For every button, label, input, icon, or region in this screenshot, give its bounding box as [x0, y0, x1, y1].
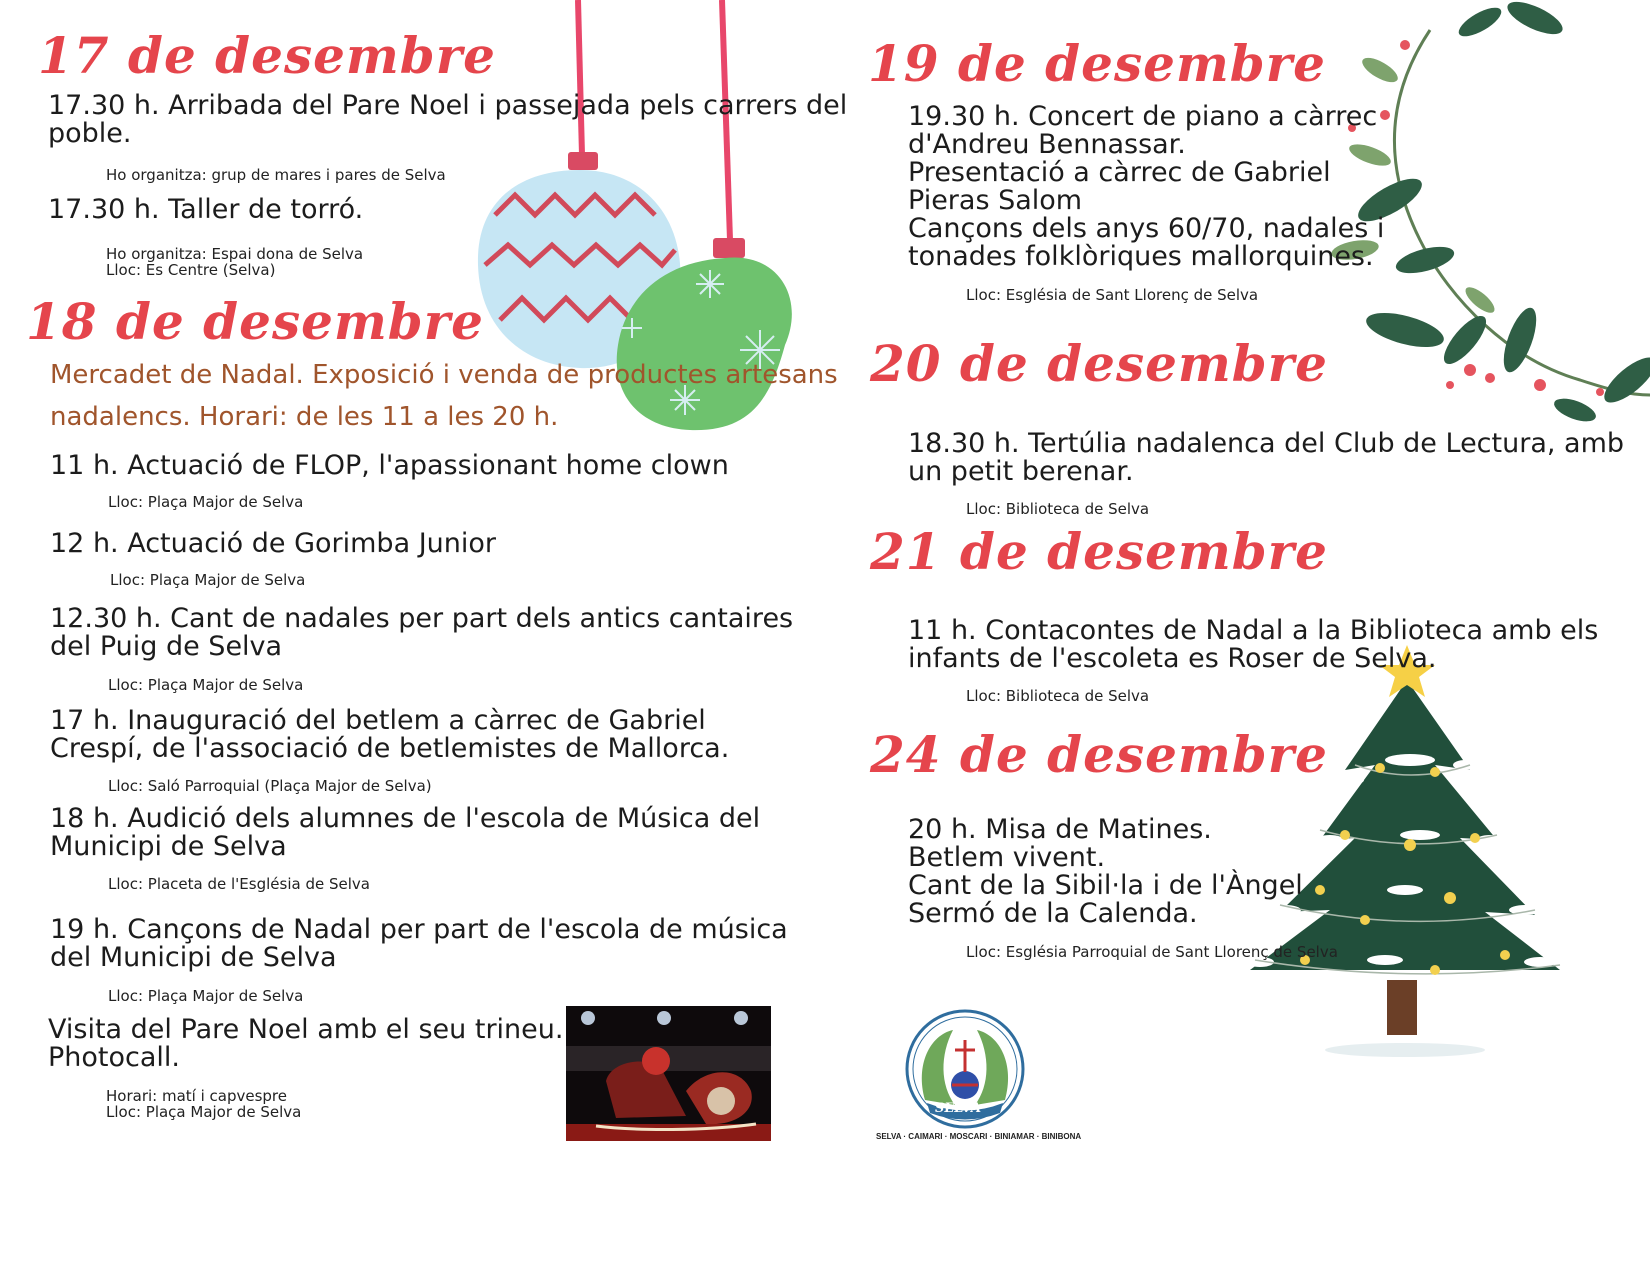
event-text: 11 h. Actuació de FLOP, l'apassionant home clown	[50, 450, 729, 481]
event-text: 18.30 h. Tertúlia nadalenca del Club de Lectura, amb un petit berenar.	[908, 428, 1625, 487]
date-heading-20: 20 de desembre	[870, 334, 1328, 393]
event-text: 18 h. Audició dels alumnes de l'escola de Música del Municipi de Selva	[50, 803, 761, 862]
event-text: 12 h. Actuació de Gorimba Junior	[50, 528, 497, 559]
market-announcement: Mercadet de Nadal. Exposició i venda de productes artesans nadalencs. Horari: de les 11 a les 20 h.	[50, 360, 838, 432]
date-heading-19: 19 de desembre	[868, 34, 1326, 93]
date-heading-17: 17 de desembre	[38, 26, 496, 85]
event-text: 17 h. Inauguració del betlem a càrrec de Gabriel Crespí, de l'associació de betlemistes de Mallorca.	[50, 705, 730, 764]
event-text: 17.30 h. Taller de torró.	[48, 194, 364, 225]
event-text: 20 h. Misa de Matines. Betlem vivent. Cant de la Sibil·la i de l'Àngel Sermó de la Calenda.	[908, 814, 1303, 929]
event-text: Visita del Pare Noel amb el seu trineu. Photocall.	[48, 1014, 564, 1073]
event-note: Lloc: Biblioteca de Selva	[966, 500, 1150, 518]
event-note: Lloc: Biblioteca de Selva	[966, 687, 1150, 705]
santa-sleigh-photo	[566, 1006, 771, 1141]
event-note: Ho organitza: grup de mares i pares de Selva	[106, 166, 446, 184]
event-note: Ho organitza: Espai dona de Selva Lloc: Es Centre (Selva)	[106, 245, 364, 279]
event-note: Lloc: Plaça Major de Selva	[108, 676, 304, 694]
date-heading-21: 21 de desembre	[870, 522, 1328, 581]
selva-logo	[905, 1010, 1035, 1140]
event-text: 12.30 h. Cant de nadales per part dels antics cantaires del Puig de Selva	[50, 603, 794, 662]
event-note: Lloc: Plaça Major de Selva	[108, 493, 304, 511]
date-heading-18: 18 de desembre	[26, 292, 484, 351]
event-text: 19 h. Cançons de Nadal per part de l'escola de música del Municipi de Selva	[50, 914, 788, 973]
logo-name: SELVA	[935, 1101, 982, 1116]
event-note: Lloc: Església Parroquial de Sant Llorenç de Selva	[966, 943, 1338, 961]
event-note: Lloc: Saló Parroquial (Plaça Major de Selva)	[108, 777, 432, 795]
event-note: Lloc: Plaça Major de Selva	[108, 987, 304, 1005]
event-note: Lloc: Església de Sant Llorenç de Selva	[966, 286, 1259, 304]
event-note: Lloc: Placeta de l'Església de Selva	[108, 875, 370, 893]
event-text: 19.30 h. Concert de piano a càrrec d'Andreu Bennassar. Presentació a càrrec de Gabriel Pieras Salom Cançons dels anys 60/70, nadales i tonades folklòriques mallorquines.	[908, 101, 1385, 272]
event-note: Horari: matí i capvespre Lloc: Plaça Major de Selva	[106, 1087, 302, 1121]
event-text: 17.30 h. Arribada del Pare Noel i passejada pels carrers del poble.	[48, 90, 848, 149]
date-heading-24: 24 de desembre	[870, 725, 1328, 784]
event-note: Lloc: Plaça Major de Selva	[110, 571, 306, 589]
event-text: 11 h. Contacontes de Nadal a la Biblioteca amb els infants de l'escoleta es Roser de Selva.	[908, 615, 1599, 674]
logo-subtitle: SELVA · CAIMARI · MOSCARI · BINIAMAR · BINIBONA	[876, 1132, 1082, 1141]
